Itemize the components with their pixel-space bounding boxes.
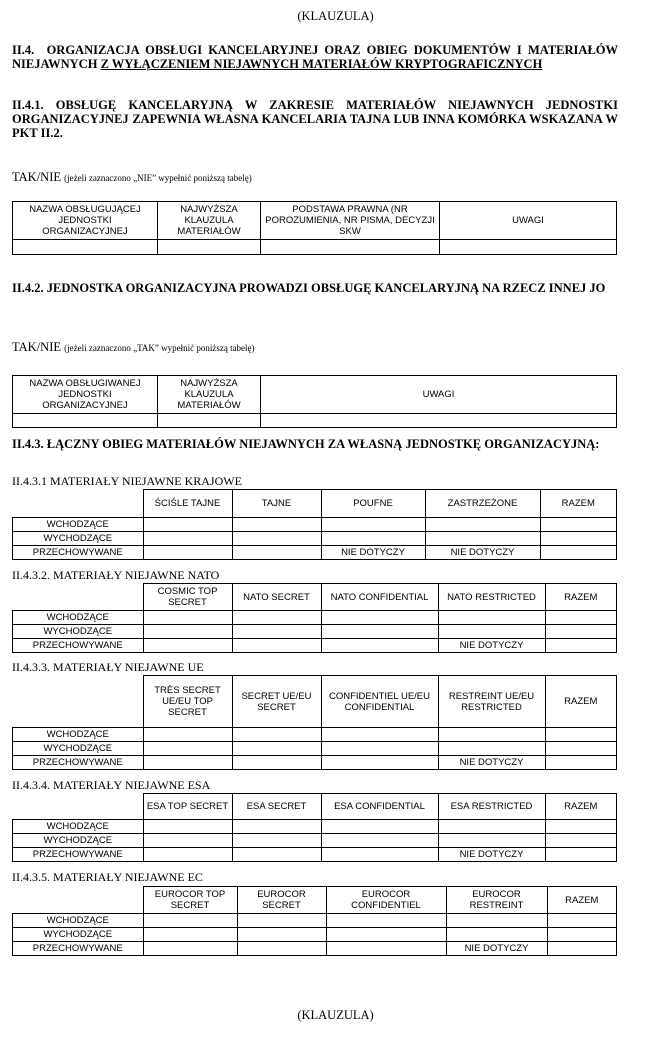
table-ii41 bbox=[12, 201, 617, 255]
data-cell[interactable] bbox=[143, 756, 232, 770]
data-cell[interactable] bbox=[438, 742, 545, 756]
klauzula-top: (KLAUZULA) bbox=[297, 9, 374, 23]
data-cell[interactable] bbox=[232, 742, 321, 756]
table-esa-title: II.4.3.4. MATERIAŁY NIEJAWNE ESA bbox=[12, 778, 211, 792]
corner-cell bbox=[13, 794, 144, 820]
data-cell[interactable] bbox=[143, 914, 237, 928]
data-cell[interactable] bbox=[237, 928, 326, 942]
row-label: WYCHODZĄCE bbox=[13, 625, 144, 639]
data-cell[interactable] bbox=[143, 848, 232, 862]
data-cell[interactable] bbox=[232, 546, 321, 560]
data-cell[interactable] bbox=[547, 914, 617, 928]
corner-cell bbox=[13, 887, 144, 914]
data-cell[interactable] bbox=[326, 942, 446, 956]
column-header: ESA RESTRICTED bbox=[438, 794, 545, 820]
row-label: PRZECHOWYWANE bbox=[13, 756, 144, 770]
data-cell[interactable] bbox=[540, 546, 617, 560]
column-header: RAZEM bbox=[540, 490, 617, 518]
table-esa bbox=[12, 793, 617, 862]
data-cell[interactable] bbox=[232, 532, 321, 546]
data-cell[interactable] bbox=[446, 914, 547, 928]
data-cell[interactable] bbox=[143, 728, 232, 742]
na-cell: NIE DOTYCZY bbox=[321, 546, 425, 560]
column-header: RESTREINT UE/EU RESTRICTED bbox=[438, 676, 545, 728]
row-label: WYCHODZĄCE bbox=[13, 928, 144, 942]
table-ii41-cell[interactable] bbox=[158, 240, 261, 255]
data-cell[interactable] bbox=[547, 942, 617, 956]
data-cell[interactable] bbox=[545, 756, 617, 770]
section-ii43-heading: II.4.3. ŁĄCZNY OBIEG MATERIAŁÓW NIEJAWNYCH ZA WŁASNĄ JEDNOSTKĘ ORGANIZACYJNĄ: bbox=[12, 437, 600, 451]
table-krajowe-title: II.4.3.1 MATERIAŁY NIEJAWNE KRAJOWE bbox=[12, 474, 242, 488]
row-label: PRZECHOWYWANE bbox=[13, 942, 144, 956]
corner-cell bbox=[13, 676, 144, 728]
data-cell[interactable] bbox=[545, 820, 617, 834]
table-ii42-cell[interactable] bbox=[13, 414, 158, 428]
data-cell[interactable] bbox=[425, 518, 540, 532]
data-cell[interactable] bbox=[321, 834, 438, 848]
table-ii41-cell[interactable] bbox=[440, 240, 617, 255]
row-label: WCHODZĄCE bbox=[13, 728, 144, 742]
column-header: TAJNE bbox=[232, 490, 321, 518]
column-header: SECRET UE/EU SECRET bbox=[232, 676, 321, 728]
section-ii42-tak-nie bbox=[12, 340, 618, 355]
na-cell: NIE DOTYCZY bbox=[446, 942, 547, 956]
data-cell[interactable] bbox=[545, 742, 617, 756]
data-cell[interactable] bbox=[237, 914, 326, 928]
data-cell[interactable] bbox=[446, 928, 547, 942]
data-cell[interactable] bbox=[232, 820, 321, 834]
row-label: WCHODZĄCE bbox=[13, 518, 144, 532]
table-ii41-cell[interactable] bbox=[261, 240, 440, 255]
data-cell[interactable] bbox=[438, 820, 545, 834]
section-ii4-heading bbox=[12, 43, 618, 71]
column-header: NATO SECRET bbox=[232, 584, 321, 611]
data-cell[interactable] bbox=[438, 728, 545, 742]
table-ii42-header: UWAGI bbox=[261, 376, 617, 414]
row-label: WCHODZĄCE bbox=[13, 611, 144, 625]
row-label: WYCHODZĄCE bbox=[13, 532, 144, 546]
table-ec-title: II.4.3.5. MATERIAŁY NIEJAWNE EC bbox=[12, 870, 203, 884]
data-cell[interactable] bbox=[232, 834, 321, 848]
data-cell[interactable] bbox=[321, 639, 438, 653]
data-cell[interactable] bbox=[143, 611, 232, 625]
column-header: NATO RESTRICTED bbox=[438, 584, 545, 611]
table-ii41-header: PODSTAWA PRAWNA (NR POROZUMIENIA, NR PISMA, DECYZJI SKW bbox=[261, 202, 440, 240]
column-header: ESA SECRET bbox=[232, 794, 321, 820]
section-ii4-text: ORGANIZACJA OBSŁUGI KANCELARYJNEJ ORAZ OBIEG DOKUMENTÓW I MATERIAŁÓW NIEJAWNYCH bbox=[12, 43, 619, 71]
data-cell[interactable] bbox=[321, 532, 425, 546]
data-cell[interactable] bbox=[143, 546, 232, 560]
data-cell[interactable] bbox=[321, 625, 438, 639]
table-ec bbox=[12, 886, 617, 956]
data-cell[interactable] bbox=[232, 611, 321, 625]
section-ii42-heading: II.4.2. JEDNOSTKA ORGANIZACYJNA PROWADZI OBSŁUGĘ KANCELARYJNĄ NA RZECZ INNEJ JO bbox=[12, 281, 606, 295]
column-header: RAZEM bbox=[545, 676, 617, 728]
data-cell[interactable] bbox=[545, 728, 617, 742]
section-ii41-tak-nie bbox=[12, 170, 618, 185]
data-cell[interactable] bbox=[237, 942, 326, 956]
column-header: NATO CONFIDENTIAL bbox=[321, 584, 438, 611]
section-ii4-number: II.4. bbox=[12, 43, 35, 57]
na-cell: NIE DOTYCZY bbox=[425, 546, 540, 560]
table-ii41-header: NAZWA OBSŁUGUJĄCEJ JEDNOSTKI ORGANIZACYJNEJ bbox=[13, 202, 158, 240]
data-cell[interactable] bbox=[143, 625, 232, 639]
na-cell: NIE DOTYCZY bbox=[438, 639, 545, 653]
data-cell[interactable] bbox=[547, 928, 617, 942]
column-header: TRÈS SECRET UE/EU TOP SECRET bbox=[143, 676, 232, 728]
row-label: PRZECHOWYWANE bbox=[13, 848, 144, 862]
table-nato-title: II.4.3.2. MATERIAŁY NIEJAWNE NATO bbox=[12, 568, 220, 582]
table-ii42 bbox=[12, 375, 617, 428]
table-krajowe bbox=[12, 489, 617, 560]
data-cell[interactable] bbox=[321, 742, 438, 756]
row-label: WYCHODZĄCE bbox=[13, 742, 144, 756]
tak-nie-note: (jeżeli zaznaczono „NIE” wypełnić poniższą tabelę) bbox=[64, 173, 252, 183]
table-ii41-header: NAJWYŻSZA KLAUZULA MATERIAŁÓW bbox=[158, 202, 261, 240]
data-cell[interactable] bbox=[143, 518, 232, 532]
table-ii42-cell[interactable] bbox=[261, 414, 617, 428]
column-header: ESA TOP SECRET bbox=[143, 794, 232, 820]
data-cell[interactable] bbox=[232, 639, 321, 653]
column-header: ŚCIŚLE TAJNE bbox=[143, 490, 232, 518]
klauzula-bottom: (KLAUZULA) bbox=[297, 1008, 374, 1022]
na-cell: NIE DOTYCZY bbox=[438, 848, 545, 862]
column-header: CONFIDENTIEL UE/EU CONFIDENTIAL bbox=[321, 676, 438, 728]
column-header: ESA CONFIDENTIAL bbox=[321, 794, 438, 820]
data-cell[interactable] bbox=[438, 625, 545, 639]
column-header: RAZEM bbox=[545, 794, 617, 820]
data-cell[interactable] bbox=[321, 756, 438, 770]
data-cell[interactable] bbox=[321, 848, 438, 862]
column-header: ZASTRZEŻONE bbox=[425, 490, 540, 518]
column-header: RAZEM bbox=[547, 887, 617, 914]
data-cell[interactable] bbox=[232, 756, 321, 770]
data-cell[interactable] bbox=[321, 611, 438, 625]
data-cell[interactable] bbox=[425, 532, 540, 546]
tak-nie-note: (jeżeli zaznaczono „TAK” wypełnić poniższą tabelę) bbox=[64, 343, 255, 353]
data-cell[interactable] bbox=[321, 728, 438, 742]
data-cell[interactable] bbox=[545, 611, 617, 625]
table-nato bbox=[12, 583, 617, 653]
data-cell[interactable] bbox=[143, 639, 232, 653]
table-ii41-cell[interactable] bbox=[13, 240, 158, 255]
column-header: EUROCOR TOP SECRET bbox=[143, 887, 237, 914]
row-label: PRZECHOWYWANE bbox=[13, 546, 144, 560]
table-ii42-header: NAZWA OBSŁUGIWANEJ JEDNOSTKI ORGANIZACYJNEJ bbox=[13, 376, 158, 414]
table-ue bbox=[12, 675, 617, 770]
data-cell[interactable] bbox=[321, 820, 438, 834]
corner-cell bbox=[13, 490, 144, 518]
data-cell[interactable] bbox=[232, 848, 321, 862]
data-cell[interactable] bbox=[143, 532, 232, 546]
column-header: POUFNE bbox=[321, 490, 425, 518]
data-cell[interactable] bbox=[326, 914, 446, 928]
data-cell[interactable] bbox=[545, 848, 617, 862]
corner-cell bbox=[13, 584, 144, 611]
tak-nie-label: TAK/NIE bbox=[12, 170, 61, 184]
data-cell[interactable] bbox=[321, 518, 425, 532]
data-cell[interactable] bbox=[438, 834, 545, 848]
column-header: EUROCOR CONFIDENTIEL bbox=[326, 887, 446, 914]
data-cell[interactable] bbox=[540, 518, 617, 532]
section-ii41-heading: II.4.1. OBSŁUGĘ KANCELARYJNĄ W ZAKRESIE MATERIAŁÓW NIEJAWNYCH JEDNOSTKI ORGANIZACYJNEJ ZAPEWNIA WŁASNA KANCELARIA TAJNA LUB INNA KOMÓRKA WSKAZANA W PKT II.2. bbox=[12, 98, 618, 140]
data-cell[interactable] bbox=[545, 834, 617, 848]
data-cell[interactable] bbox=[143, 928, 237, 942]
data-cell[interactable] bbox=[143, 942, 237, 956]
data-cell[interactable] bbox=[545, 625, 617, 639]
table-ii42-header: NAJWYŻSZA KLAUZULA MATERIAŁÓW bbox=[158, 376, 261, 414]
table-ii42-cell[interactable] bbox=[158, 414, 261, 428]
data-cell[interactable] bbox=[143, 742, 232, 756]
data-cell[interactable] bbox=[232, 625, 321, 639]
data-cell[interactable] bbox=[232, 728, 321, 742]
data-cell[interactable] bbox=[143, 820, 232, 834]
row-label: PRZECHOWYWANE bbox=[13, 639, 144, 653]
data-cell[interactable] bbox=[438, 611, 545, 625]
data-cell[interactable] bbox=[143, 834, 232, 848]
row-label: WYCHODZĄCE bbox=[13, 834, 144, 848]
data-cell[interactable] bbox=[326, 928, 446, 942]
table-ii41-header: UWAGI bbox=[440, 202, 617, 240]
section-ii4-underlined: Z WYŁĄCZENIEM NIEJAWNYCH MATERIAŁÓW KRYPTOGRAFICZNYCH bbox=[100, 57, 543, 71]
column-header: EUROCOR RESTREINT bbox=[446, 887, 547, 914]
column-header: COSMIC TOP SECRET bbox=[143, 584, 232, 611]
table-ue-title: II.4.3.3. MATERIAŁY NIEJAWNE UE bbox=[12, 660, 204, 674]
data-cell[interactable] bbox=[545, 639, 617, 653]
row-label: WCHODZĄCE bbox=[13, 820, 144, 834]
data-cell[interactable] bbox=[540, 532, 617, 546]
data-cell[interactable] bbox=[232, 518, 321, 532]
tak-nie-label: TAK/NIE bbox=[12, 340, 61, 354]
column-header: EUROCOR SECRET bbox=[237, 887, 326, 914]
column-header: RAZEM bbox=[545, 584, 617, 611]
na-cell: NIE DOTYCZY bbox=[438, 756, 545, 770]
row-label: WCHODZĄCE bbox=[13, 914, 144, 928]
